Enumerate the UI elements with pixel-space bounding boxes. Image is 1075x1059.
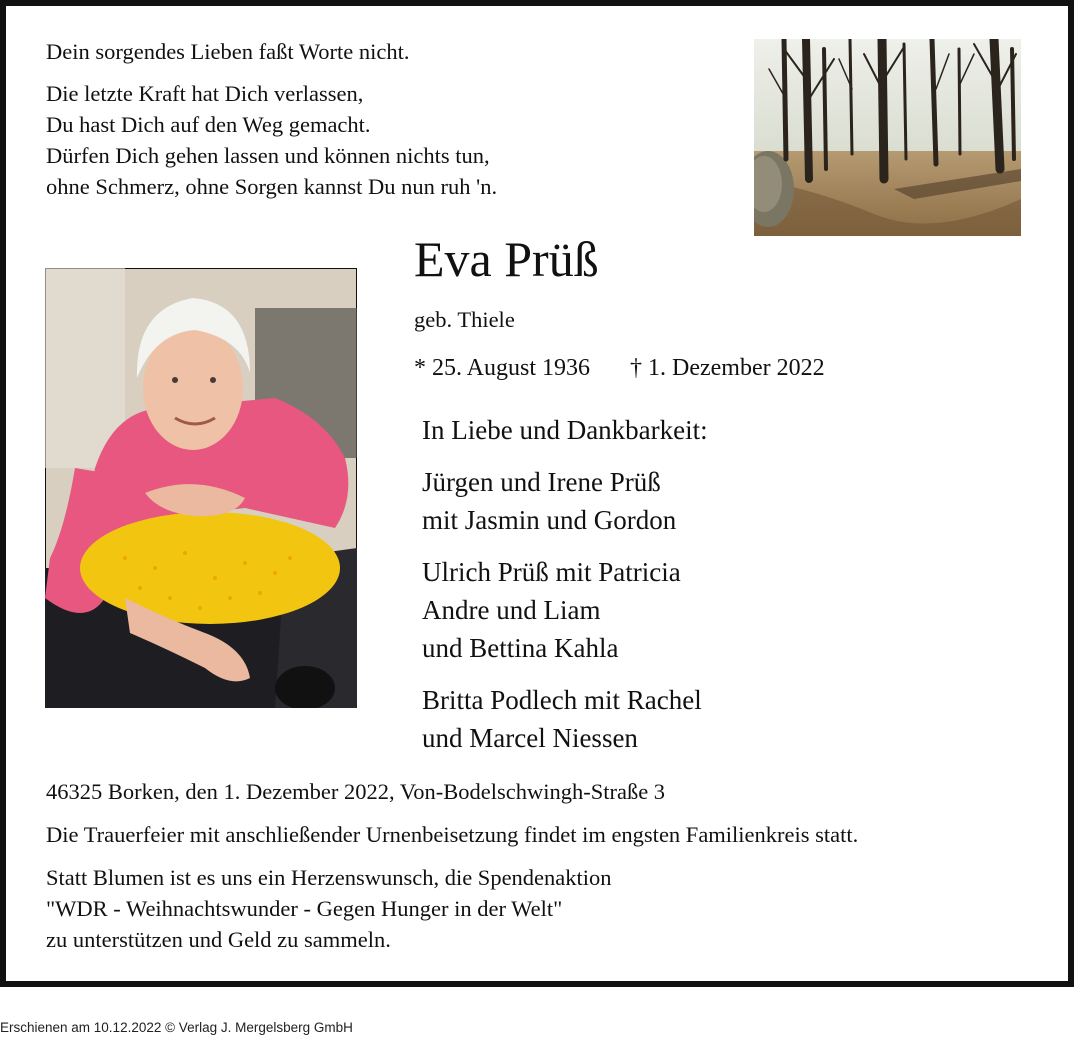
deceased-name: Eva Prüß [414,231,599,287]
poem [46,36,497,214]
mourner-line: Ulrich Prüß mit Patricia [422,557,681,587]
verse-line: Die letzte Kraft hat Dich verlassen, [46,81,364,106]
donation-line: Statt Blumen ist es uns ein Herzenswunsch, die Spendenaktion [46,865,612,890]
mourners [422,411,708,771]
mourner-group [422,681,708,757]
mourners-intro: In Liebe und Dankbarkeit: [422,415,708,445]
verse-line: Dürfen Dich gehen lassen und können nichts tun, [46,143,490,168]
portrait-photo [45,268,357,708]
publication-credit: Erschienen am 10.12.2022 © Verlag J. Mergelsberg GmbH [0,1020,353,1035]
mourner-line: Jürgen und Irene Prüß [422,467,661,497]
verse-line: Du hast Dich auf den Weg gemacht. [46,112,371,137]
poem-verse [46,78,497,202]
verse-line: ohne Schmerz, ohne Sorgen kannst Du nun ruh 'n. [46,174,498,199]
trees-photo [754,39,1021,236]
donation-line: "WDR - Weihnachtswunder - Gegen Hunger in der Welt" [46,896,563,921]
notice-details [46,776,858,967]
mourner-line: Britta Podlech mit Rachel [422,685,702,715]
birth-name: geb. Thiele [414,307,515,332]
mourner-group [422,553,708,667]
donation-line: zu unterstützen und Geld zu sammeln. [46,927,391,952]
place-date: 46325 Borken, den 1. Dezember 2022, Von-Bodelschwingh-Straße 3 [46,779,666,804]
ceremony-info: Die Trauerfeier mit anschließender Urnenbeisetzung findet im engsten Familienkreis statt. [46,822,859,847]
mourner-line: und Bettina Kahla [422,633,619,663]
poem-first-line: Dein sorgendes Lieben faßt Worte nicht. [46,39,410,64]
death-date: † 1. Dezember 2022 [630,355,825,381]
life-dates [414,355,825,382]
donation-request [46,862,858,955]
mourner-line: mit Jasmin und Gordon [422,505,677,535]
mourner-line: Andre und Liam [422,595,601,625]
mourner-group [422,463,708,539]
mourner-line: und Marcel Niessen [422,723,638,753]
birth-date: * 25. August 1936 [414,355,591,381]
